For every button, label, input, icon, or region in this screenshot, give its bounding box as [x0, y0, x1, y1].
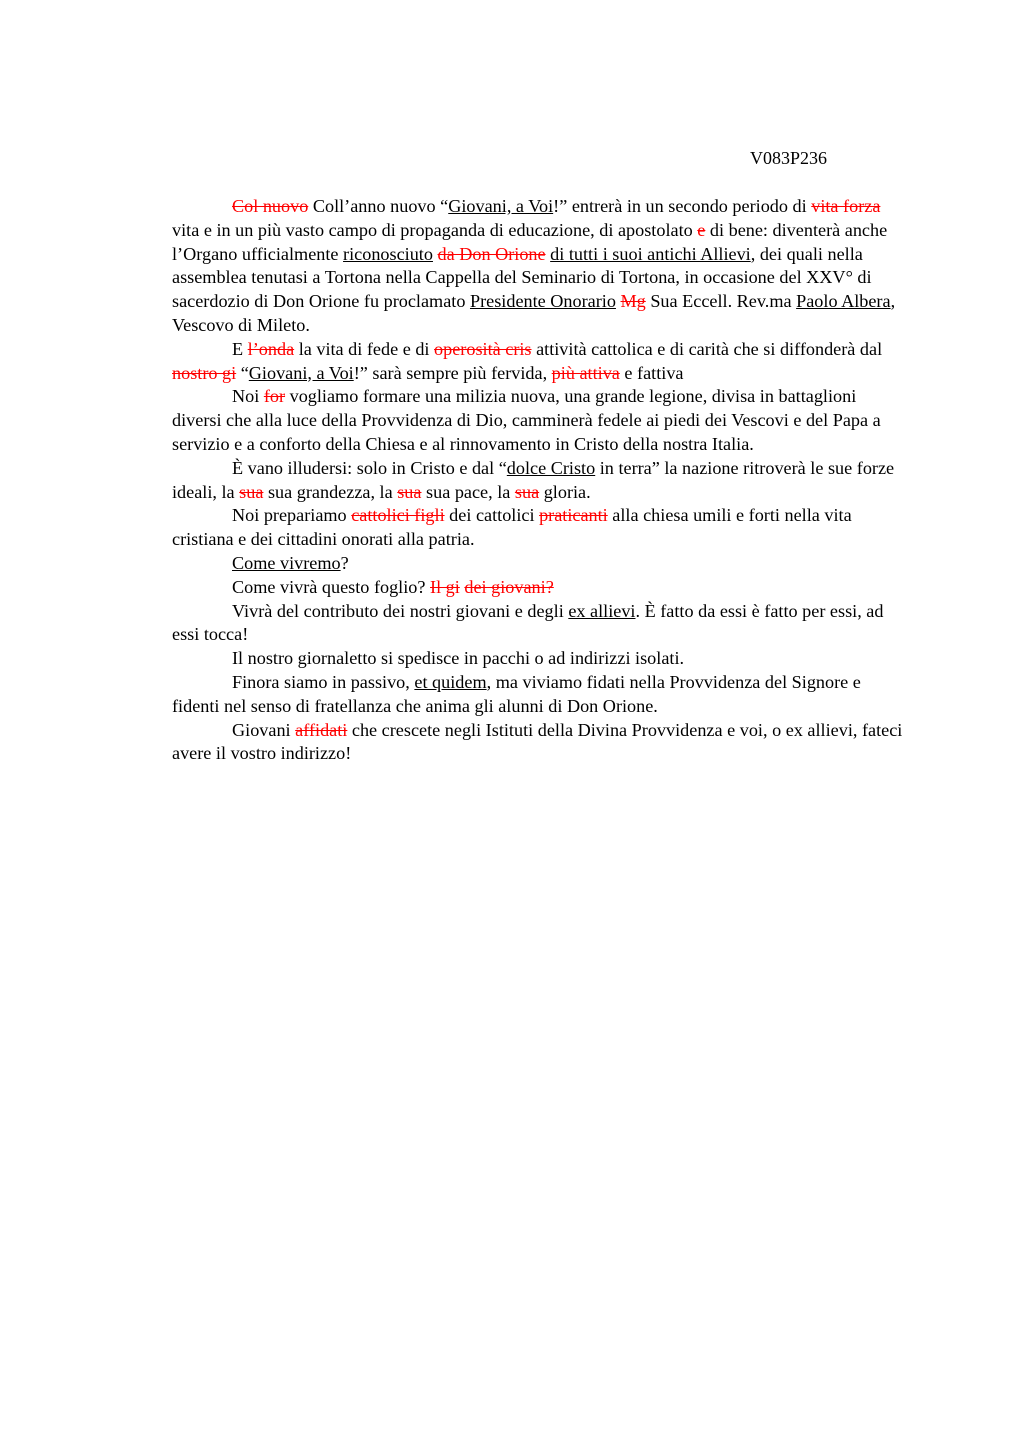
text-segment: Noi — [232, 386, 264, 407]
page-identifier: V083P236 — [750, 148, 828, 168]
text-segment: dei cattolici — [444, 505, 540, 526]
text-segment: la vita di fede e di — [294, 338, 435, 359]
deleted-text: operosità cris — [434, 338, 532, 359]
text-segment: vogliamo formare una milizia nuova, una grande legione, divisa in battaglioni diversi che alla luce della Provvidenza di Dio, camminerà fedele ai piedi dei Vescovi e del Papa a servizio e a conforto della Chiesa e al rinnovamento in Cristo della nostra Italia. — [172, 386, 881, 454]
deleted-text: sua — [239, 481, 264, 502]
text-segment: , ma viviamo fidati nella Provvidenza del Signore e fidenti nel senso di fratellanza che anima gli alunni di Don Orione. — [172, 671, 861, 716]
text-segment: vita e in un più vasto campo di propaganda di educazione, di apostolato — [172, 219, 698, 240]
paragraph — [172, 647, 907, 671]
text-segment: sua pace, la — [421, 481, 515, 502]
paragraph — [172, 504, 907, 552]
paragraph — [172, 338, 907, 386]
text-segment: E — [232, 338, 248, 359]
deleted-text: Il gi — [430, 576, 460, 597]
text-segment: sua grandezza, la — [263, 481, 398, 502]
text-segment: e fattiva — [619, 362, 684, 383]
text-segment: attività cattolica e di carità che si diffonderà dal — [531, 338, 883, 359]
text-segment: , Vescovo di Mileto. — [172, 291, 896, 335]
document-body — [172, 195, 907, 766]
text-segment: gloria. — [539, 481, 591, 502]
paragraph — [172, 457, 907, 505]
text-segment: Vivrà del contributo dei nostri giovani e degli — [232, 600, 569, 621]
deleted-text: cattolici figli — [351, 505, 445, 526]
text-segment: !” sarà sempre più fervida, — [353, 362, 552, 383]
paragraph — [172, 552, 907, 576]
underlined-text: di tutti i suoi antichi Allievi — [550, 243, 751, 264]
text-segment: Coll’anno nuovo “ — [308, 196, 449, 216]
underlined-text: Giovani, a Voi — [448, 196, 554, 216]
text-segment: Giovani — [232, 719, 296, 740]
text-segment: , dei quali nella assemblea tenutasi a Tortona nella Cappella del Seminario di Tortona, in occasione del XXV° di sacerdozio di Don Orione fu proclamato — [172, 243, 872, 312]
deleted-text: da Don Orione — [437, 243, 546, 264]
paragraph — [172, 671, 907, 719]
text-segment: ? — [340, 552, 349, 573]
text-segment: Sua Eccell. Rev.ma — [645, 291, 797, 312]
deleted-text: vita forza — [811, 196, 881, 216]
text-segment: Noi prepariamo — [232, 505, 352, 526]
deleted-text: sua — [397, 481, 422, 502]
deleted-text: Col nuovo — [232, 196, 309, 216]
text-segment: di bene: diventerà anche l’Organo ufficialmente — [172, 219, 888, 264]
underlined-text: riconosciuto — [343, 243, 433, 264]
text-segment: che crescete negli Istituti della Divina Provvidenza e voi, o ex allievi, fateci avere il vostro indirizzo! — [172, 719, 903, 764]
underlined-text: Giovani, a Voi — [248, 362, 354, 383]
paragraph — [172, 385, 907, 456]
text-segment: alla chiesa umili e forti nella vita cristiana e dei cittadini onorati alla patria. — [172, 505, 852, 550]
deleted-text: dei giovani? — [464, 576, 554, 597]
underlined-text: et quidem — [414, 671, 487, 692]
text-segment: Il nostro giornaletto si spedisce in pacchi o ad indirizzi isolati. — [232, 648, 685, 669]
underlined-text: Come vivremo — [232, 552, 341, 573]
deleted-text: più attiva — [551, 362, 620, 383]
text-segment: È vano illudersi: solo in Cristo e dal “ — [232, 457, 507, 478]
text-segment: !” entrerà in un secondo periodo di — [553, 196, 812, 216]
underlined-text: Paolo Albera — [796, 291, 891, 312]
text-segment: . È fatto da essi è fatto per essi, ad essi tocca! — [172, 600, 884, 645]
deleted-text: sua — [514, 481, 540, 502]
underlined-text: dolce Cristo — [506, 457, 596, 478]
deleted-text: e — [697, 219, 706, 240]
deleted-text: praticanti — [539, 505, 608, 526]
text-segment: Come vivrà questo foglio? — [232, 576, 431, 597]
paragraph — [172, 719, 907, 767]
deleted-text: nostro gi — [172, 362, 237, 383]
paragraph — [172, 576, 907, 600]
underlined-text: ex allievi — [568, 600, 636, 621]
deleted-text: Mg — [620, 291, 646, 312]
paragraph — [172, 195, 907, 338]
paragraph — [172, 600, 907, 648]
deleted-text: l’onda — [247, 338, 295, 359]
underlined-text: Presidente Onorario — [469, 291, 616, 312]
text-segment: in terra” la nazione ritroverà le sue forze ideali, la — [172, 457, 895, 502]
text-segment: Finora siamo in passivo, — [232, 671, 415, 692]
text-segment: “ — [236, 362, 249, 383]
deleted-text: affidati — [295, 719, 348, 740]
deleted-text: for — [263, 386, 286, 407]
